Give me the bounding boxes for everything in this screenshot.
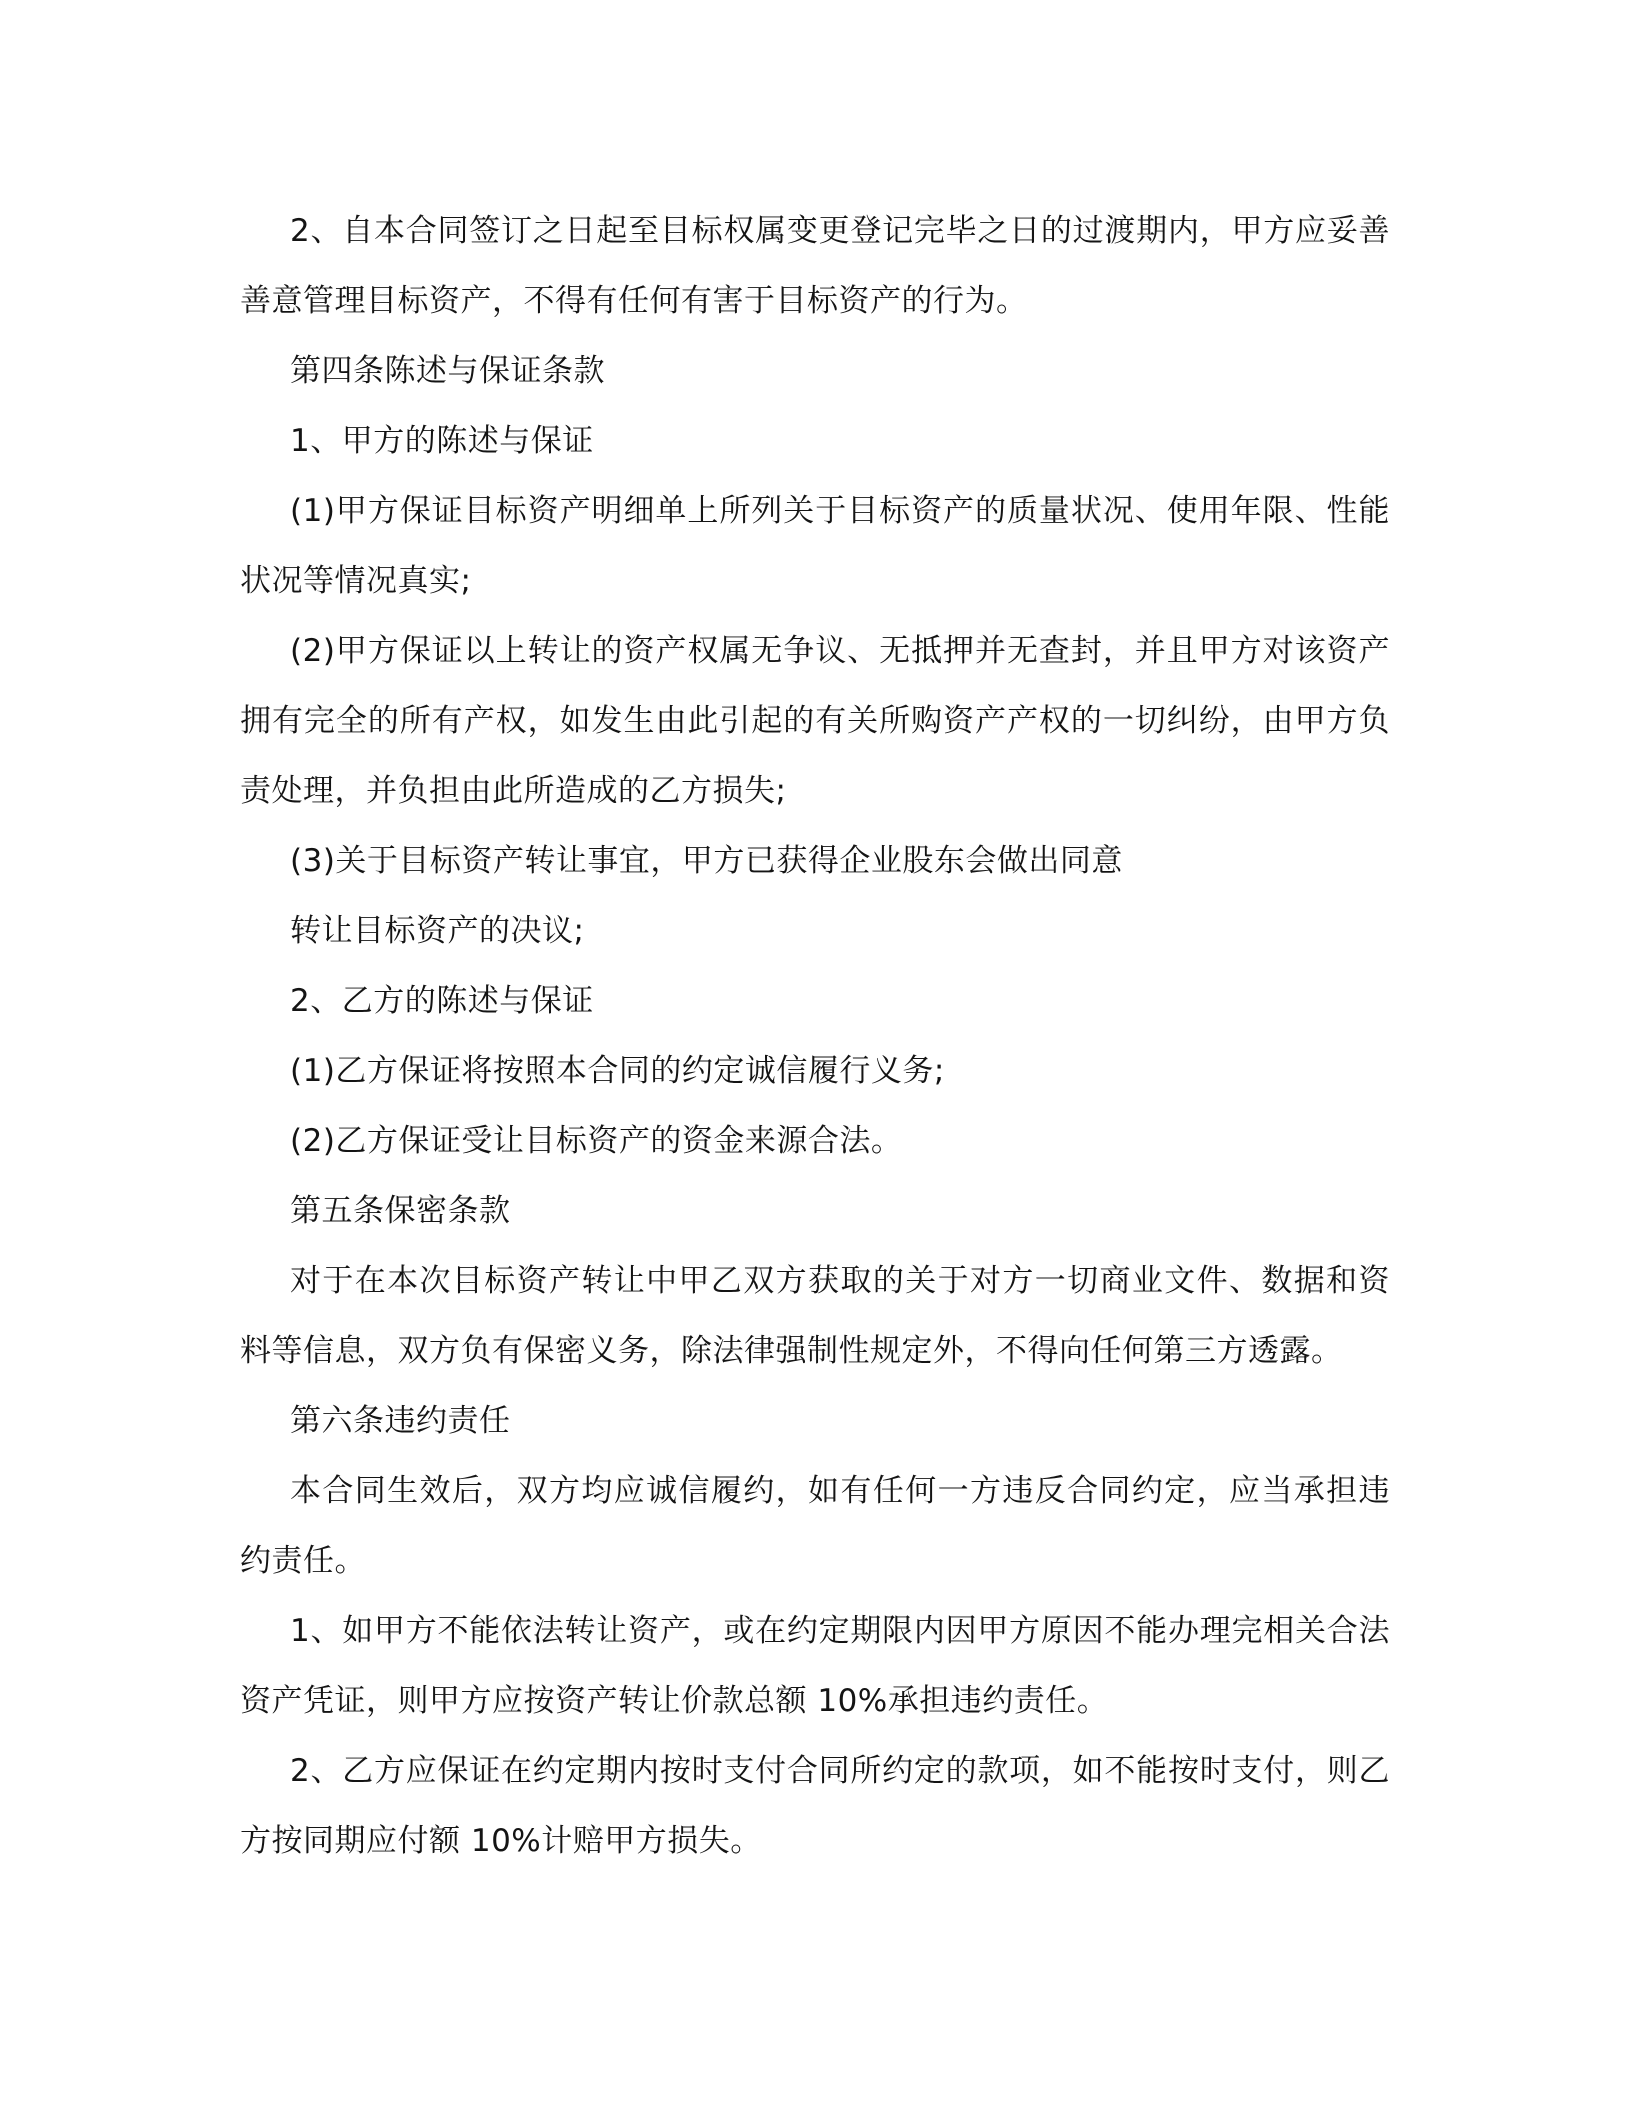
heading-article-6: 第六条违约责任 <box>290 1403 511 1439</box>
paragraph-liability-b: 2、乙方应保证在约定期内按时支付合同所约定的款项，如不能按时支付，则乙方按同期应付额 10%计赔甲方损失。 <box>240 1753 1390 1859</box>
document-body <box>240 196 1390 1876</box>
heading-party-a-representations: 1、甲方的陈述与保证 <box>290 423 594 459</box>
paragraph-liability-a: 1、如甲方不能依法转让资产，或在约定期限内因甲方原因不能办理完相关合法资产凭证，则甲方应按资产转让价款总额 10%承担违约责任。 <box>240 1613 1390 1719</box>
heading-party-b-representations: 2、乙方的陈述与保证 <box>290 983 594 1019</box>
paragraph-liability-intro: 本合同生效后，双方均应诚信履约，如有任何一方违反合同约定，应当承担违约责任。 <box>240 1473 1390 1579</box>
paragraph-confidentiality: 对于在本次目标资产转让中甲乙双方获取的关于对方一切商业文件、数据和资料等信息，双方负有保密义务，除法律强制性规定外，不得向任何第三方透露。 <box>240 1263 1390 1369</box>
heading-article-4: 第四条陈述与保证条款 <box>290 353 605 389</box>
paragraph-transition-period: 2、自本合同签订之日起至目标权属变更登记完毕之日的过渡期内，甲方应妥善善意管理目标资产，不得有任何有害于目标资产的行为。 <box>240 213 1390 319</box>
paragraph-a-warranty-1: (1)甲方保证目标资产明细单上所列关于目标资产的质量状况、使用年限、性能状况等情况真实; <box>240 493 1390 599</box>
paragraph-b-warranty-2: (2)乙方保证受让目标资产的资金来源合法。 <box>290 1123 903 1159</box>
paragraph-a-warranty-2: (2)甲方保证以上转让的资产权属无争议、无抵押并无查封，并且甲方对该资产拥有完全的所有产权，如发生由此引起的有关所购资产产权的一切纠纷，由甲方负责处理，并负担由此所造成的乙方损失; <box>240 633 1390 809</box>
paragraph-a-warranty-3: (3)关于目标资产转让事宜，甲方已获得企业股东会做出同意 <box>290 843 1123 879</box>
heading-article-5: 第五条保密条款 <box>290 1193 511 1229</box>
paragraph-b-warranty-1: (1)乙方保证将按照本合同的约定诚信履行义务; <box>290 1053 945 1089</box>
paragraph-a-warranty-3-cont: 转让目标资产的决议; <box>290 913 585 949</box>
